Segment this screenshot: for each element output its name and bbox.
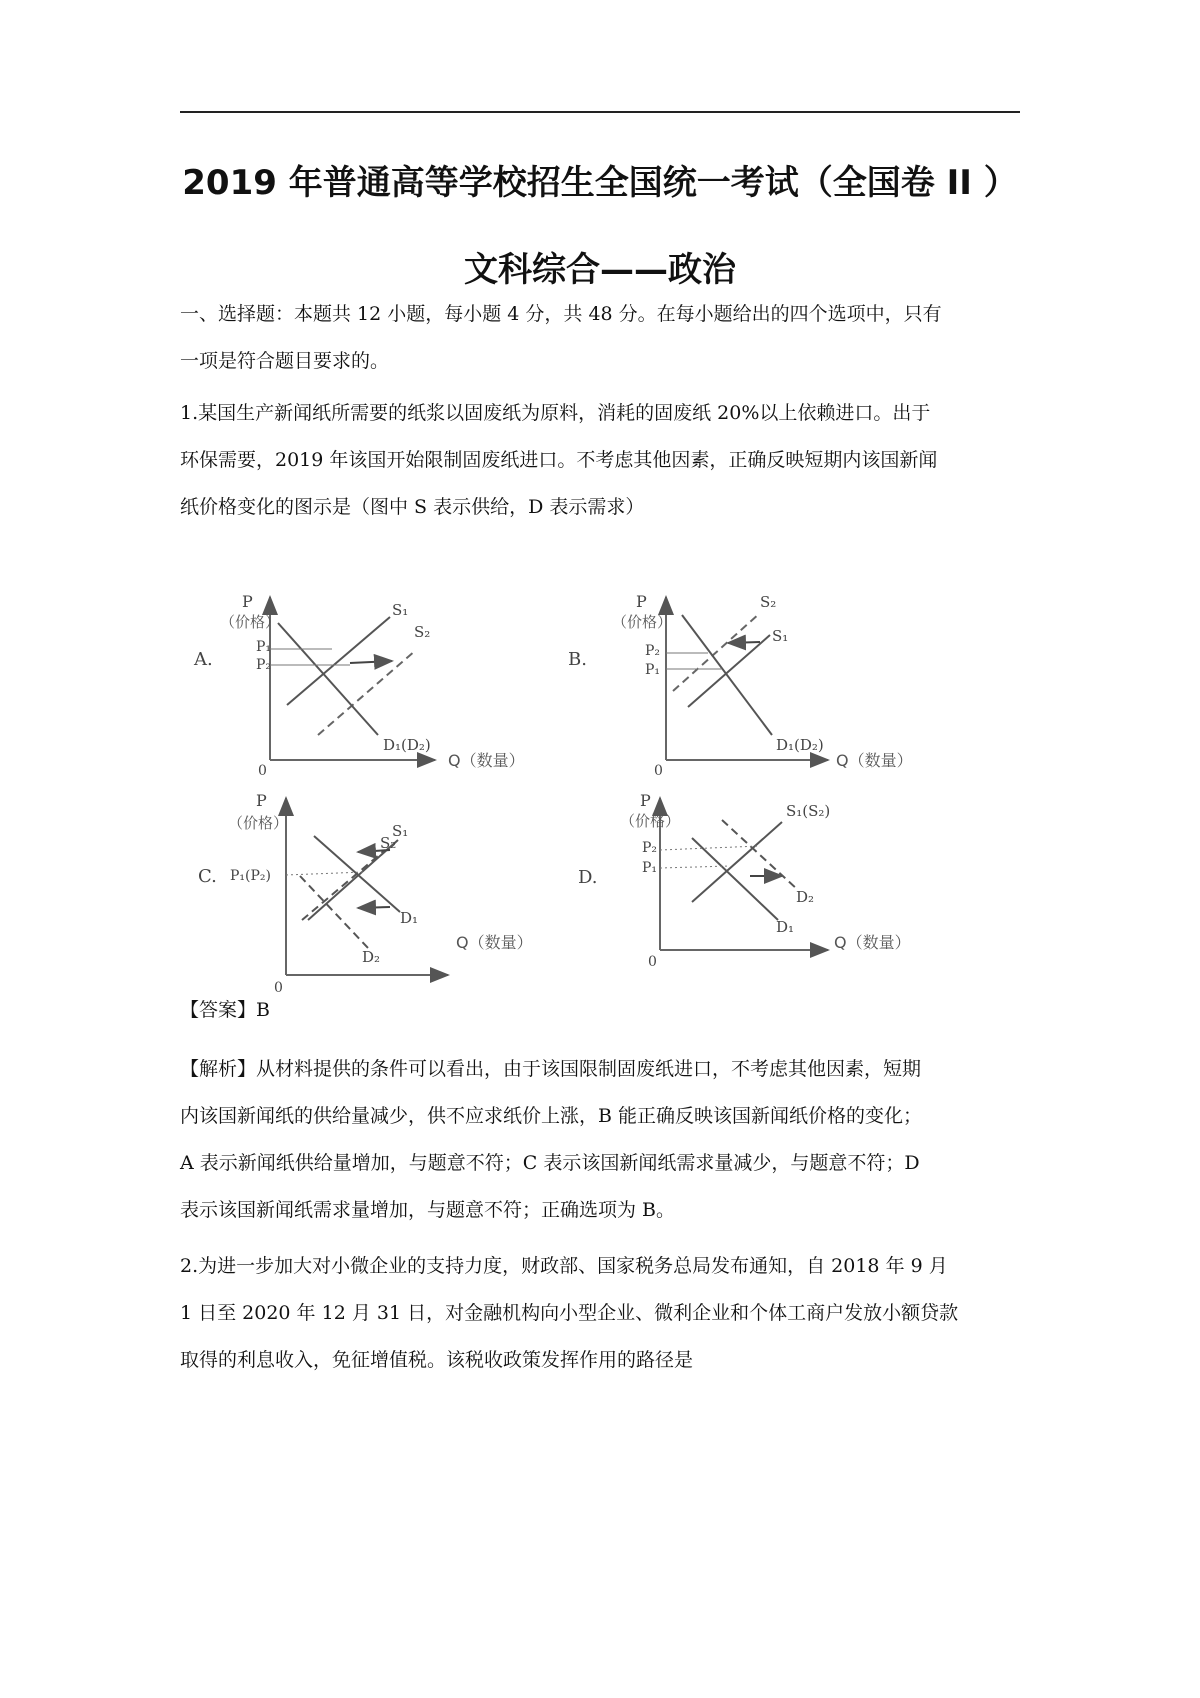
demand-curve <box>682 615 772 735</box>
origin-label: 0 <box>258 763 267 779</box>
axis-price-label: （价格） <box>612 613 673 631</box>
price-label-p1: P₁ <box>256 639 272 655</box>
exam-subtitle: 文科综合——政治 <box>464 250 736 290</box>
graph-option-d <box>570 790 970 1000</box>
question-1-stem <box>180 390 1020 531</box>
axis-q-label: Q（数量） <box>448 751 525 770</box>
curve-label-s1: S₁ <box>772 627 789 645</box>
axis-q-label: Q（数量） <box>456 933 533 952</box>
price-label-p1-p2: P₁(P₂) <box>230 868 271 884</box>
header-rule <box>180 111 1020 113</box>
axis-q-label: Q（数量） <box>834 933 911 952</box>
section-instructions <box>180 291 1020 385</box>
supply-curve-s2 <box>302 850 385 920</box>
option-label: C. <box>198 866 217 887</box>
origin-label: 0 <box>648 954 657 970</box>
analysis-line: A 表示新闻纸供给量增加，与题意不符；C 表示该国新闻纸需求量减少，与题意不符；D <box>180 1152 920 1174</box>
price-line-p1-p2 <box>286 872 364 875</box>
curve-label-d: D₁(D₂) <box>776 736 824 754</box>
curve-label-s2: S₂ <box>760 593 777 611</box>
axis-price-label: （价格） <box>620 812 681 830</box>
shift-arrow-demand <box>358 907 390 908</box>
exam-title: 2019 年普通高等学校招生全国统一考试（全国卷 II ） <box>182 163 1018 203</box>
curve-label-d1: D₁ <box>400 909 419 927</box>
demand-curve-d2 <box>722 820 798 890</box>
shift-arrow <box>350 661 392 663</box>
axis-p-label: P <box>636 592 647 611</box>
origin-label: 0 <box>654 763 663 779</box>
option-label: B. <box>568 649 587 670</box>
instruction-line: 一、选择题：本题共 12 小题，每小题 4 分，共 48 分。在每小题给出的四个选项中，只有 <box>180 303 942 325</box>
axis-p-label: P <box>242 592 253 611</box>
price-label-p2: P₂ <box>645 643 661 659</box>
curve-label-s1: S₁ <box>392 822 409 840</box>
analysis-line: 表示该国新闻纸需求量增加，与题意不符；正确选项为 B。 <box>180 1199 676 1221</box>
analysis-line: 【解析】从材料提供的条件可以看出，由于该国限制固废纸进口，不考虑其他因素，短期 <box>180 1058 922 1080</box>
demand-curve-d2 <box>300 876 368 948</box>
origin-label: 0 <box>274 980 283 996</box>
curve-label-d2: D₂ <box>362 948 381 966</box>
shift-arrow <box>728 642 760 643</box>
curve-label-s: S₁(S₂) <box>786 802 831 820</box>
axis-p-label: P <box>640 791 651 810</box>
option-label: A. <box>194 649 213 670</box>
question-1-analysis <box>180 1046 1020 1234</box>
axis-q-label: Q（数量） <box>836 751 913 770</box>
graph-option-c <box>170 790 570 1000</box>
axis-price-label: （价格） <box>220 613 281 631</box>
answer-line: 【答案】B <box>180 999 270 1021</box>
question-2-stem <box>180 1243 1020 1384</box>
price-line-p1 <box>660 866 730 868</box>
question-line: 取得的利息收入，免征增值税。该税收政策发挥作用的路径是 <box>180 1349 694 1371</box>
graph-option-b <box>560 585 940 785</box>
question-line: 纸价格变化的图示是（图中 S 表示供给，D 表示需求） <box>180 496 645 518</box>
supply-curve-s2 <box>673 613 760 691</box>
curve-label-s1: S₁ <box>392 601 409 619</box>
question-1-answer <box>180 987 1020 1034</box>
curve-label-s2: S₂ <box>414 623 431 641</box>
supply-curve-s1 <box>688 635 770 707</box>
curve-label-d: D₁(D₂) <box>383 736 431 754</box>
curve-label-d2: D₂ <box>796 888 815 906</box>
analysis-line: 内该国新闻纸的供给量减少，供不应求纸价上涨，B 能正确反映该国新闻纸价格的变化； <box>180 1105 923 1127</box>
price-line-p2 <box>660 846 760 850</box>
price-label-p2: P₂ <box>256 657 272 673</box>
question-line: 2.为进一步加大对小微企业的支持力度，财政部、国家税务总局发布通知，自 2018 年 9 月 <box>180 1255 948 1277</box>
curve-label-d1: D₁ <box>776 918 795 936</box>
axis-p-label: P <box>256 791 267 810</box>
question-line: 环保需要，2019 年该国开始限制固废纸进口。不考虑其他因素，正确反映短期内该国新闻 <box>180 449 938 471</box>
price-label-p2: P₂ <box>642 840 658 856</box>
demand-curve-d1 <box>692 838 778 920</box>
question-line: 1.某国生产新闻纸所需要的纸浆以固废纸为原料，消耗的固废纸 20%以上依赖进口。出于 <box>180 402 931 424</box>
price-label-p1: P₁ <box>645 662 661 678</box>
axis-price-label: （价格） <box>228 814 289 832</box>
question-line: 1 日至 2020 年 12 月 31 日，对金融机构向小型企业、微利企业和个体工商户发放小额贷款 <box>180 1302 959 1324</box>
curve-label-s2: S₂ <box>380 834 397 852</box>
price-label-p1: P₁ <box>642 860 658 876</box>
option-label: D. <box>578 867 598 888</box>
instruction-line: 一项是符合题目要求的。 <box>180 350 390 372</box>
graph-option-a <box>170 585 550 785</box>
